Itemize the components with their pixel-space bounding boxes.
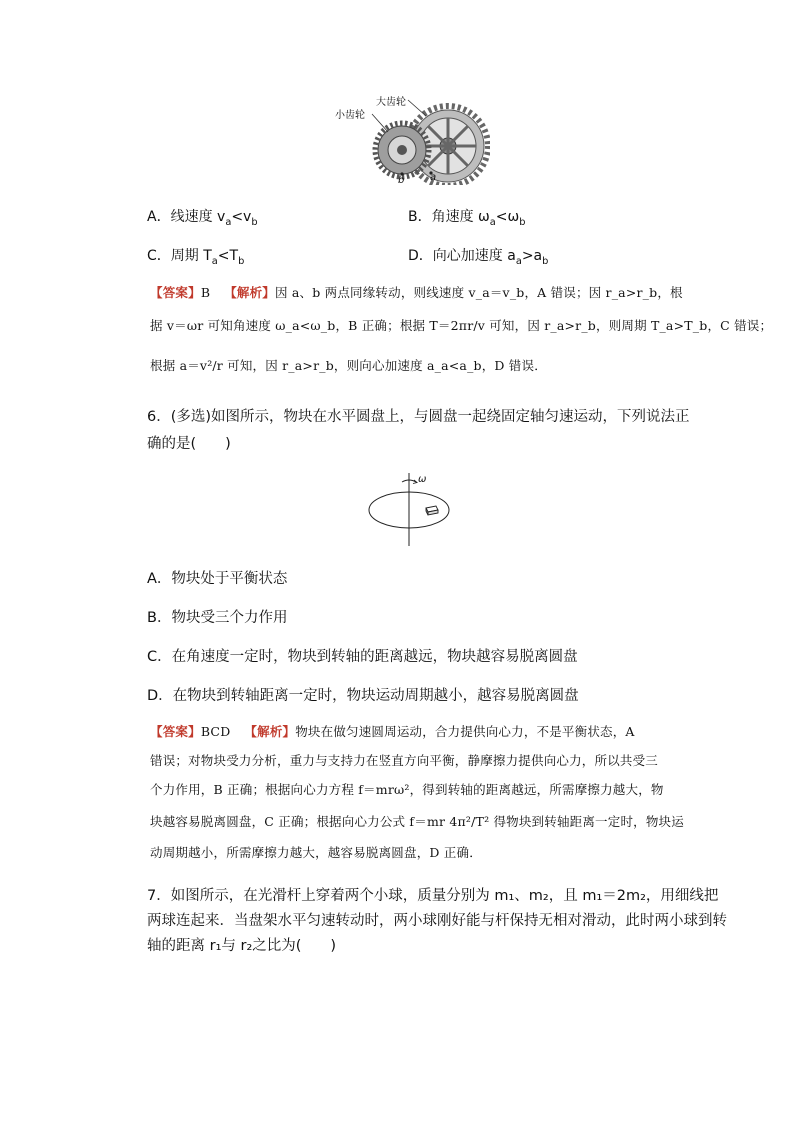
gear-figure bbox=[330, 90, 490, 185]
q7-line3: 轴的距离 r₁与 r₂之比为( ) bbox=[147, 938, 337, 954]
q6-stem-line2: 确的是( ) bbox=[147, 436, 231, 452]
q5-answer-line1: 【答案】B 【解析】因 a、b 两点同缘转动，则线速度 v_a＝v_b，A 错误；因 r_a>r_b，根 bbox=[150, 285, 683, 300]
q5-answer-line2: 据 v＝ωr 可知角速度 ω_a<ω_b，B 正确；根据 T＝2πr/v 可知，因 r_a>r_b，则周期 T_a>T_b，C 错误； bbox=[150, 318, 773, 333]
rotating-disk-illustration bbox=[362, 470, 462, 548]
q6-option-b: B．物块受三个力作用 bbox=[147, 610, 288, 626]
point-a-label: a bbox=[430, 172, 437, 183]
block-icon bbox=[426, 506, 438, 515]
q7-line2: 两球连起来．当盘架水平匀速转动时，两小球刚好能与杆保持无相对滑动，此时两小球到转 bbox=[147, 913, 727, 929]
q7-line1: 7．如图所示，在光滑杆上穿着两个小球，质量分别为 m₁、m₂，且 m₁＝2m₂，用细线把 bbox=[147, 888, 719, 904]
small-gear-label: 小齿轮 bbox=[335, 110, 365, 121]
q6-option-a: A．物块处于平衡状态 bbox=[147, 571, 288, 587]
q6-answer-line2: 错误；对物块受力分析，重力与支持力在竖直方向平衡，静摩擦力提供向心力，所以共受三 bbox=[150, 753, 659, 768]
disk-figure bbox=[362, 470, 462, 548]
omega-label: ω bbox=[418, 474, 427, 485]
q6-answer-line1: 【答案】BCD 【解析】物块在做匀速圆周运动，合力提供向心力，不是平衡状态，A bbox=[150, 724, 635, 739]
big-gear-label: 大齿轮 bbox=[376, 97, 406, 108]
q6-option-c: C．在角速度一定时，物块到转轴的距离越远，物块越容易脱离圆盘 bbox=[147, 649, 578, 665]
q5-option-b: B．角速度 $\omega_a<\omega_b$ bbox=[408, 209, 526, 228]
q5-option-a: A．线速度 $v_a<v_b$ bbox=[147, 209, 258, 228]
q6-answer-line4: 块越容易脱离圆盘，C 正确；根据向心力公式 f＝mr 4π²/T² 得物块到转轴距离一定时，物块运 bbox=[150, 814, 684, 829]
point-b-label: b bbox=[398, 175, 405, 186]
q5-option-c: C．周期 $T_a<T_b$ bbox=[147, 248, 245, 267]
q5-option-d: D．向心加速度 $a_a>a_b$ bbox=[408, 248, 549, 267]
q6-stem-line1: 6．(多选)如图所示，物块在水平圆盘上，与圆盘一起绕固定轴匀速运动，下列说法正 bbox=[147, 409, 690, 425]
q5-answer-line3: 根据 a＝v²/r 可知，因 r_a>r_b，则向心加速度 a_a<a_b，D 错误． bbox=[150, 358, 547, 373]
q6-answer-line5: 动周期越小，所需摩擦力越大，越容易脱离圆盘，D 正确． bbox=[150, 845, 482, 860]
q6-option-d: D．在物块到转轴距离一定时，物块运动周期越小，越容易脱离圆盘 bbox=[147, 688, 579, 704]
q6-answer-line3: 个力作用，B 正确；根据向心力方程 f＝mrω²，得到转轴的距离越远，所需摩擦力越大，物 bbox=[150, 782, 664, 797]
gear-illustration bbox=[330, 90, 490, 185]
